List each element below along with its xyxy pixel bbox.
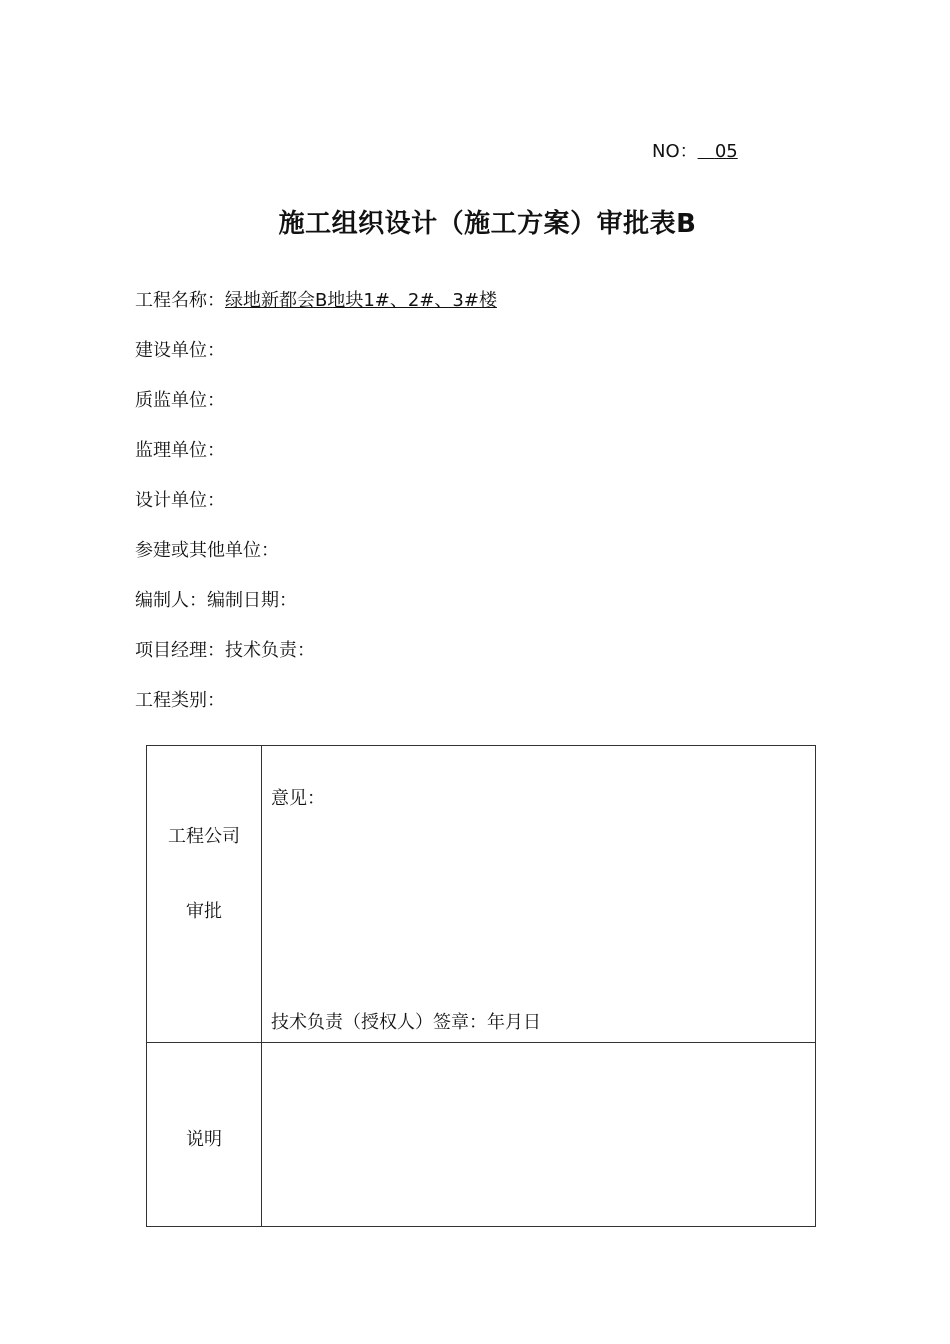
form-number xyxy=(652,137,738,163)
approval-label: 审批 xyxy=(186,901,222,922)
approval-table xyxy=(146,745,816,1227)
signature-line: 技术负责（授权人）签章：年月日 xyxy=(271,1012,541,1033)
field-project-category: 工程类别： xyxy=(135,690,225,711)
field-project-name: 工程名称：绿地新都会B地块1#、2#、3#楼 xyxy=(135,290,497,311)
approval-opinion-cell[interactable] xyxy=(262,746,816,1043)
page-title: 施工组织设计（施工方案）审批表B xyxy=(278,209,697,239)
field-manager-tech-lead: 项目经理：技术负责： xyxy=(135,640,315,661)
field-other-units: 参建或其他单位： xyxy=(135,540,279,561)
field-quality-supervision-unit: 质监单位： xyxy=(135,390,225,411)
opinion-label: 意见： xyxy=(271,788,325,809)
form-number-value: 05 xyxy=(714,141,738,162)
approval-label-cell xyxy=(147,746,262,1043)
approval-row xyxy=(147,746,816,1043)
approval-company-label: 工程公司 xyxy=(168,826,240,847)
field-author-date: 编制人：编制日期： xyxy=(135,590,297,611)
notes-label: 说明 xyxy=(186,1129,222,1150)
notes-row xyxy=(147,1043,816,1227)
notes-label-cell xyxy=(147,1043,262,1227)
field-construction-unit: 建设单位： xyxy=(135,340,225,361)
field-supervision-unit: 监理单位： xyxy=(135,440,225,461)
notes-content-cell[interactable] xyxy=(262,1043,816,1227)
field-design-unit: 设计单位： xyxy=(135,490,225,511)
form-number-label: NO： xyxy=(652,141,698,162)
